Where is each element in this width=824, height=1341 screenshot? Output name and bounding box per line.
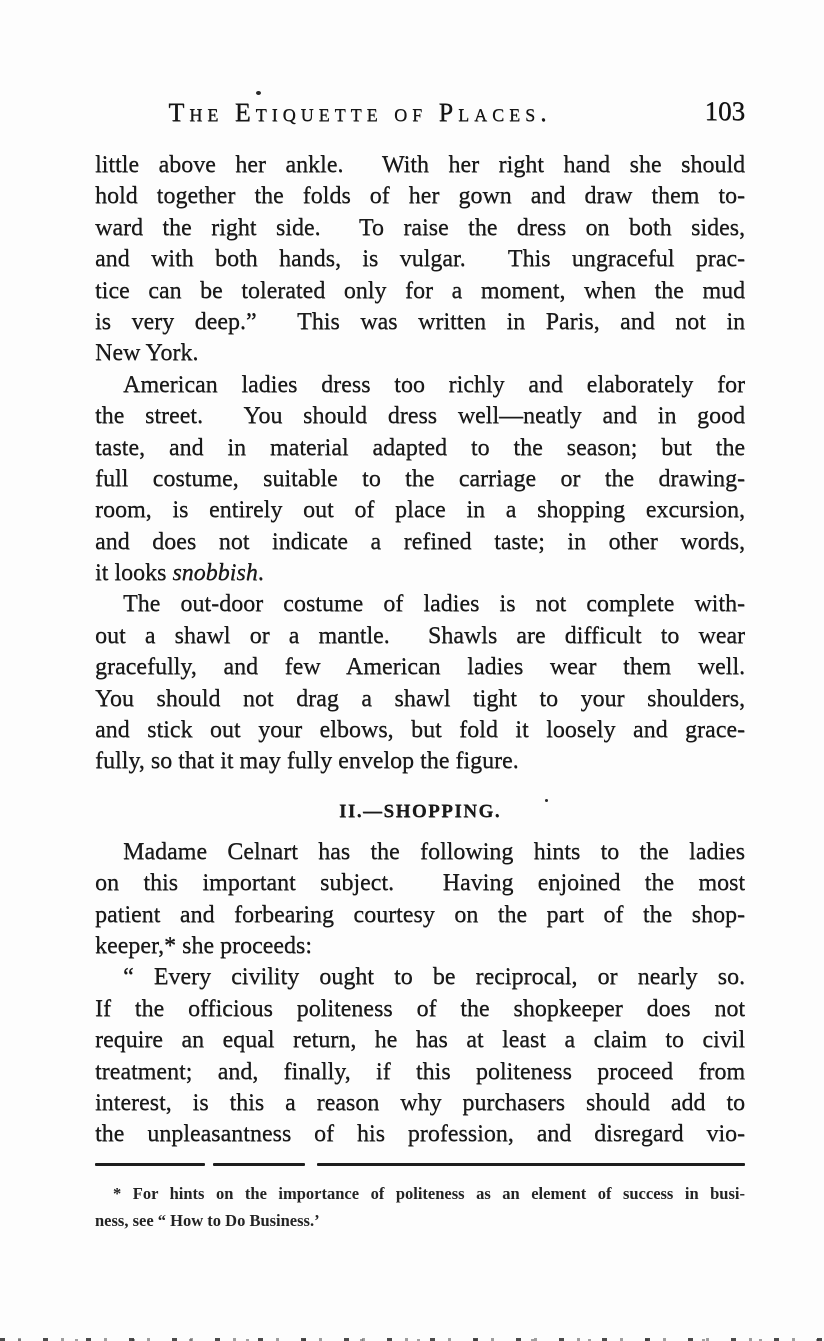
ink-speck	[545, 799, 548, 802]
text-line: treatment; and, finally, if this politeness proceed from	[95, 1058, 745, 1085]
text-line: on this important subject. Having enjoined the most	[95, 870, 745, 897]
text-line: New York.	[95, 340, 199, 367]
text-line: keeper,* she proceeds:	[95, 932, 312, 959]
footnote	[95, 1180, 745, 1234]
text-line: is very deep.” This was written in Paris, and not in	[95, 308, 745, 335]
text-line: American ladies dress too richly and elaborately for	[123, 371, 745, 398]
text-line: interest, is this a reason why purchasers should add to	[95, 1089, 745, 1116]
text-line: out a shawl or a mantle. Shawls are difficult to wear	[95, 622, 745, 649]
text-line: and stick out your elbows, but fold it loosely and grace-	[95, 717, 745, 744]
section-heading: II.—SHOPPING.	[338, 800, 502, 822]
footnote-separator	[95, 1162, 745, 1166]
text-line: tice can be tolerated only for a moment, when the mud	[95, 277, 745, 304]
text-line: patient and forbearing courtesy on the part of the shop-	[95, 901, 745, 928]
running-header	[95, 96, 745, 130]
text-line: taste, and in material adapted to the season; but the	[95, 434, 745, 461]
text-line: “ Every civility ought to be reciprocal, or nearly so.	[123, 964, 745, 991]
text-line: the street. You should dress well—neatly and in good	[95, 403, 745, 430]
text-line: gracefully, and few American ladies wear them well.	[95, 654, 745, 681]
text-line: the unpleasantness of his profession, and disregard vio-	[95, 1121, 745, 1148]
text-line: require an equal return, he has at least a claim to civil	[95, 1027, 745, 1054]
scan-artifact-strip	[0, 1335, 824, 1341]
rule-segment	[95, 1163, 205, 1166]
text-line: ward the right side. To raise the dress on both sides,	[95, 214, 745, 241]
page-number: 103	[704, 96, 745, 126]
text-line: The out-door costume of ladies is not complete with-	[123, 591, 745, 618]
text-line: full costume, suitable to the carriage or the drawing-	[95, 465, 745, 492]
text-line: and with both hands, is vulgar. This ungraceful prac-	[95, 246, 745, 273]
text-line: If the officious politeness of the shopkeeper does not	[95, 995, 745, 1022]
body-text	[95, 150, 745, 1151]
rule-segment	[213, 1163, 305, 1166]
text-line: it looks snobbish.	[95, 560, 264, 587]
ink-speck	[256, 91, 261, 95]
text-line: and does not indicate a refined taste; in other words,	[95, 528, 745, 555]
page-title: The Etiquette of Places.	[168, 98, 552, 127]
rule-segment	[317, 1163, 745, 1166]
text-line: You should not drag a shawl tight to your shoulders,	[95, 685, 745, 712]
text-line: Madame Celnart has the following hints to the ladies	[123, 838, 745, 865]
text-line: room, is entirely out of place in a shopping excursion,	[95, 497, 745, 524]
text-line: hold together the folds of her gown and draw them to-	[95, 183, 745, 210]
footnote-line: ness, see “ How to Do Business.’	[95, 1211, 320, 1230]
text-line: little above her ankle. With her right hand she should	[95, 152, 745, 178]
footnote-line: * For hints on the importance of politeness as an element of success in busi-	[113, 1184, 745, 1203]
text-line: fully, so that it may fully envelop the figure.	[95, 748, 519, 775]
